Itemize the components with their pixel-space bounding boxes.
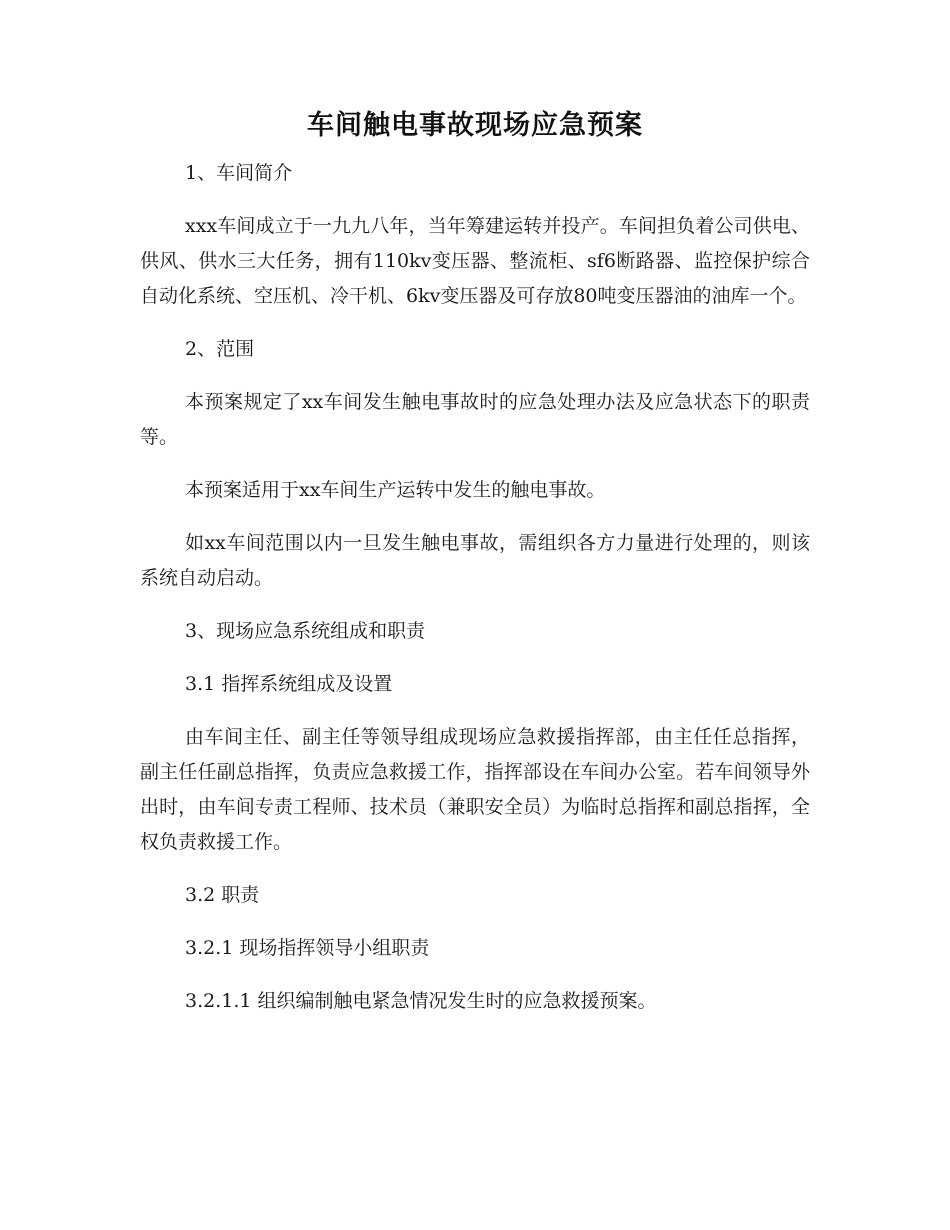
- document-page: [140, 108, 810, 1019]
- scope-paragraph-2: 本预案适用于xx车间生产运转中发生的触电事故。: [185, 479, 606, 501]
- document-title: 车间触电事故现场应急预案: [307, 110, 643, 141]
- subsection-heading-3-1: 3.1 指挥系统组成及设置: [185, 673, 393, 695]
- item-3-2-1-1: 3.2.1.1 组织编制触电紧急情况发生时的应急救援预案。: [185, 990, 657, 1012]
- section-heading-2: 2、范围: [185, 338, 255, 360]
- section-heading-3: 3、现场应急系统组成和职责: [185, 620, 426, 642]
- subsection-heading-3-2: 3.2 职责: [185, 884, 260, 906]
- command-system-paragraph: 由车间主任、副主任等领导组成现场应急救援指挥部，由主任任总指挥，副主任任副总指挥，负责应急救援工作，指挥部设在车间办公室。若车间领导外出时，由车间专责工程师、技术员（兼职安全员）为临时总指挥和副总指挥，全权负责救援工作。: [140, 726, 810, 853]
- section-heading-1: 1、车间简介: [185, 162, 293, 184]
- scope-paragraph-1: 本预案规定了xx车间发生触电事故时的应急处理办法及应急状态下的职责等。: [140, 391, 810, 448]
- scope-paragraph-3: 如xx车间范围以内一旦发生触电事故，需组织各方力量进行处理的，则该系统自动启动。: [140, 532, 810, 589]
- workshop-intro-paragraph: xxx车间成立于一九九八年，当年筹建运转并投产。车间担负着公司供电、供风、供水三大任务，拥有110kv变压器、整流柜、sf6断路器、监控保护综合自动化系统、空压机、冷干机、6kv变压器及可存放80吨变压器油的油库一个。: [140, 215, 810, 307]
- subsection-heading-3-2-1: 3.2.1 现场指挥领导小组职责: [185, 937, 430, 959]
